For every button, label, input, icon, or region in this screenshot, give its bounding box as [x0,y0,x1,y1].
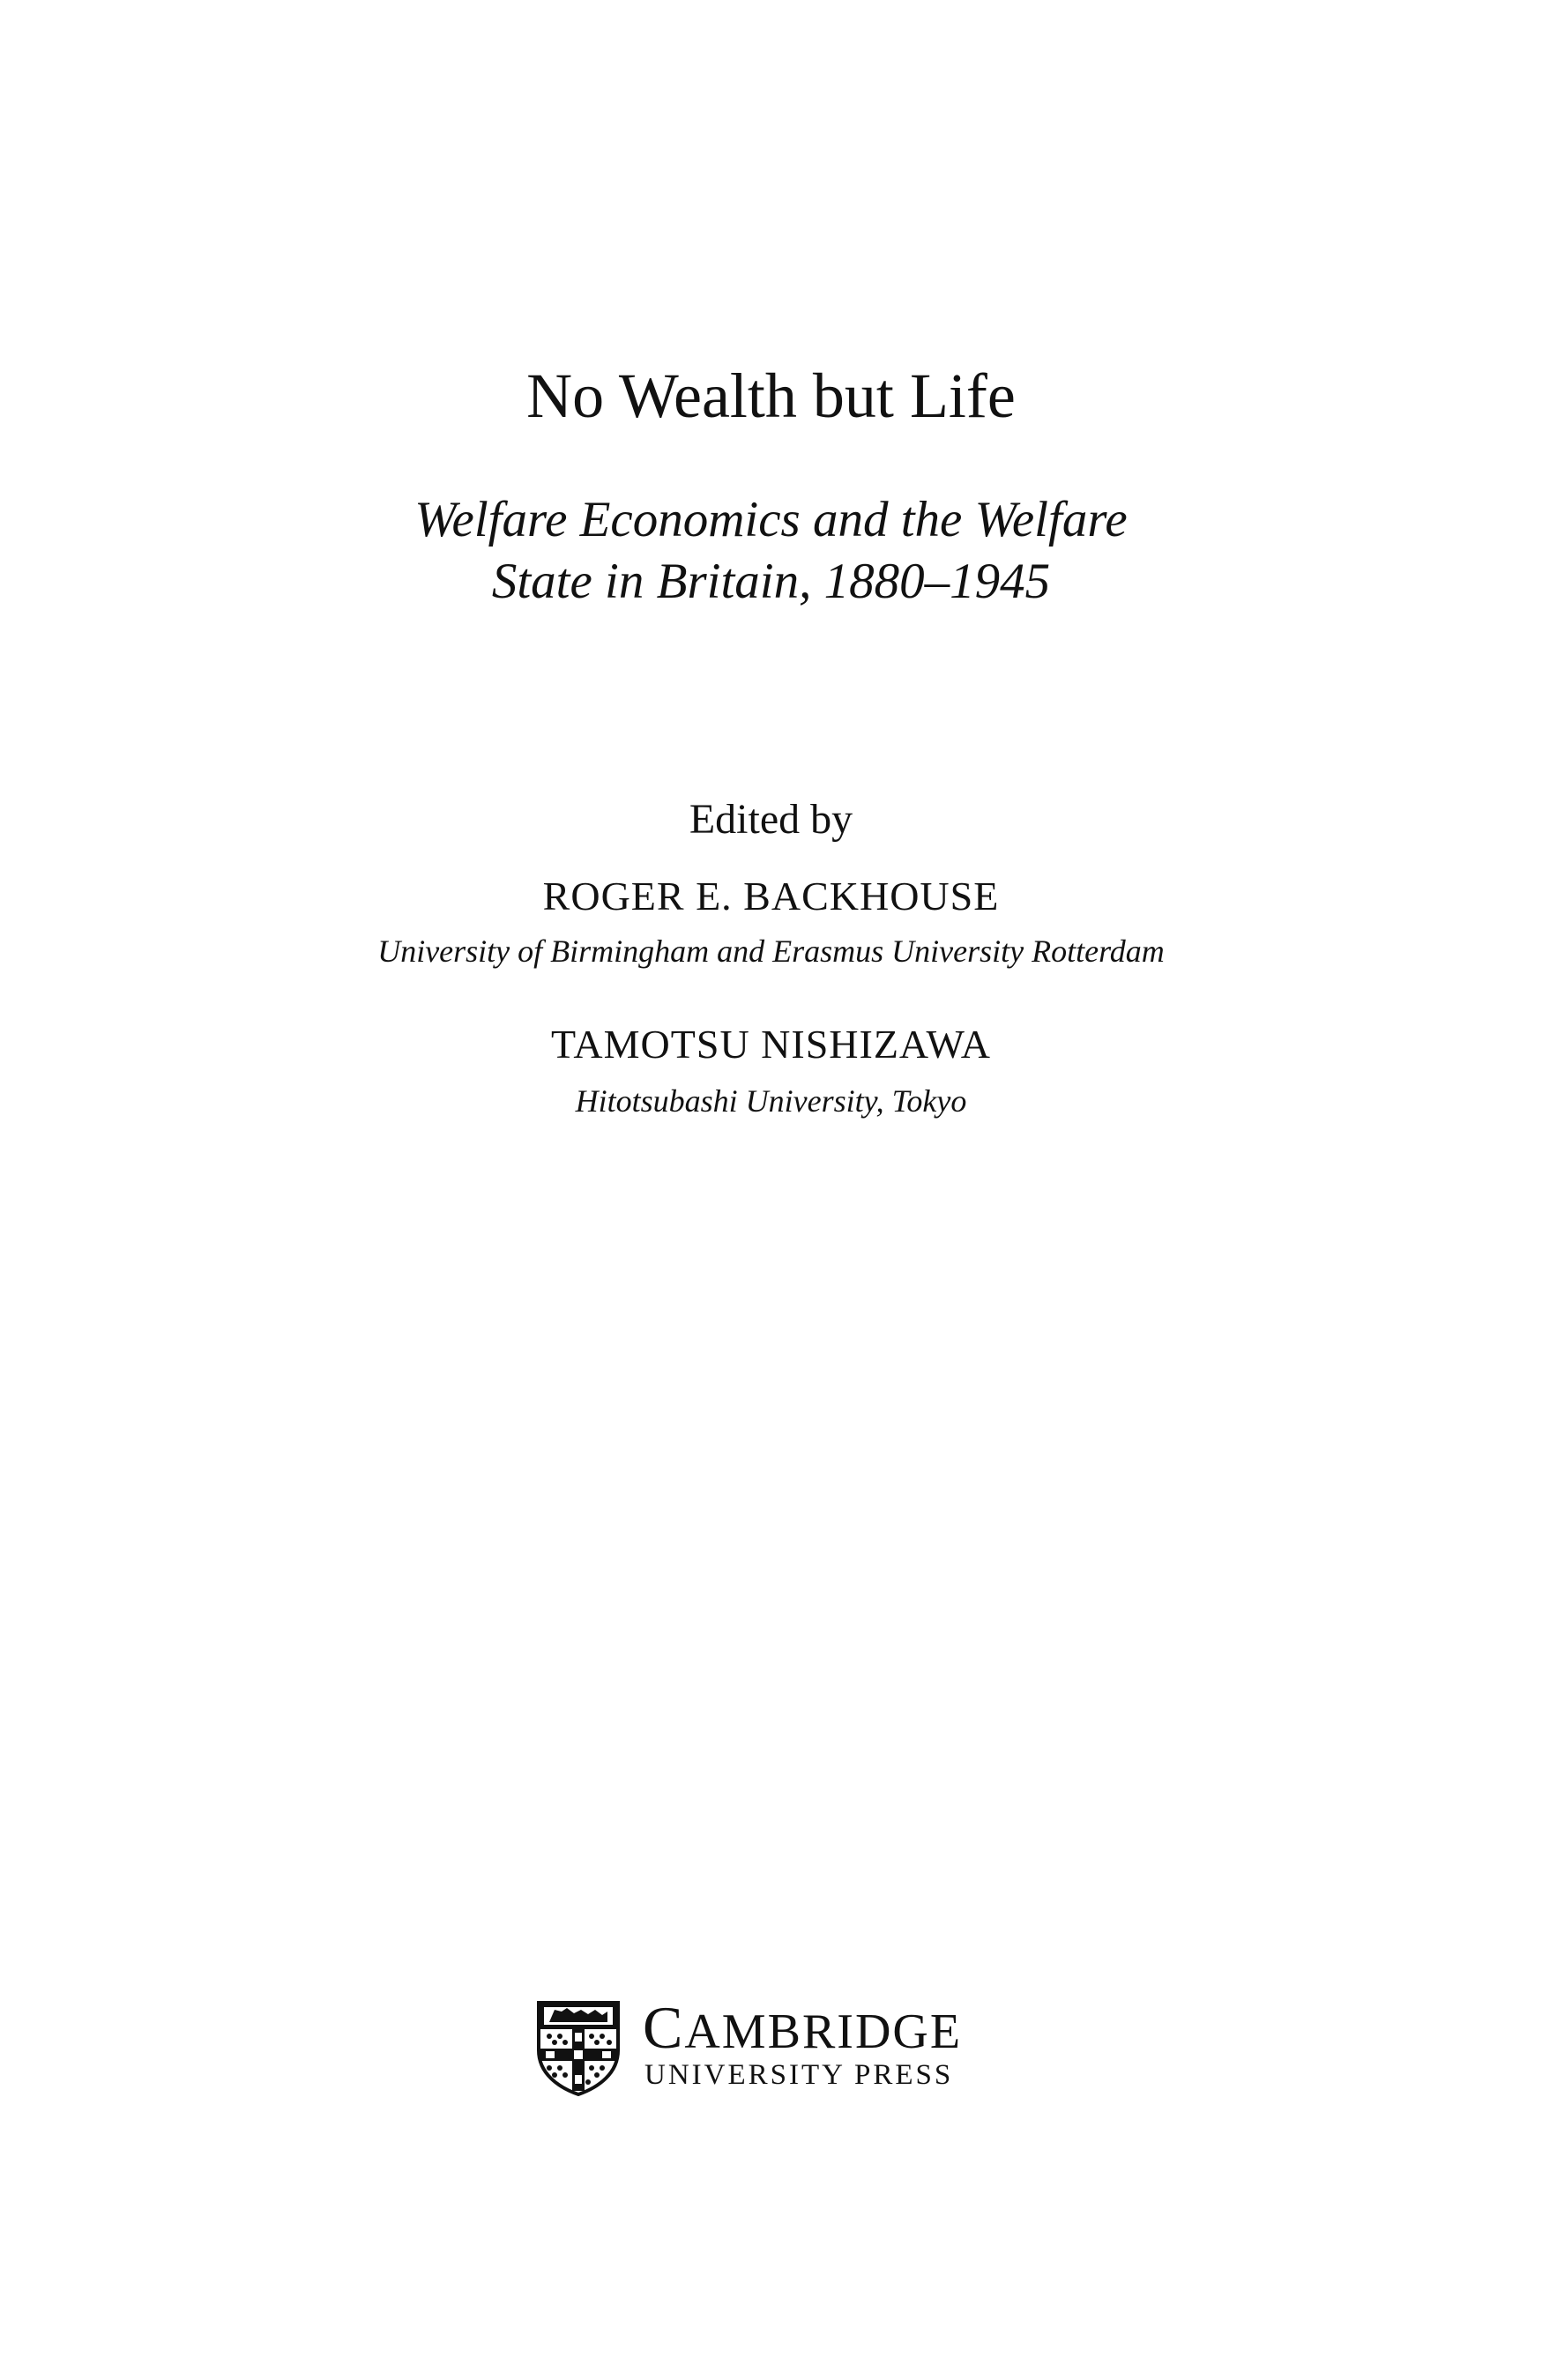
editor-name-backhouse: ROGER E. BACKHOUSE [542,874,1000,919]
edited-by-label: Edited by [689,796,853,843]
editor-affiliation-backhouse: University of Birmingham and Erasmus University Rotterdam [377,933,1165,969]
book-title: No Wealth but Life [526,361,1016,431]
cambridge-crest-icon [535,1999,622,2096]
publisher-name-rest: AMBRIDGE [684,2004,963,2059]
subtitle-line-2: State in Britain, 1880–1945 [491,554,1051,609]
book-subtitle [0,489,1542,613]
subtitle-line-1: Welfare Economics and the Welfare [414,492,1128,547]
publisher-name-line2: UNIVERSITY PRESS [644,2059,954,2091]
publisher-name-line1 [643,1994,963,2061]
publisher-initial: C [643,1994,685,2061]
editor-name-nishizawa: TAMOTSU NISHIZAWA [551,1022,991,1067]
editor-affiliation-nishizawa: Hitotsubashi University, Tokyo [575,1083,967,1119]
publisher-logo [535,1994,994,2096]
